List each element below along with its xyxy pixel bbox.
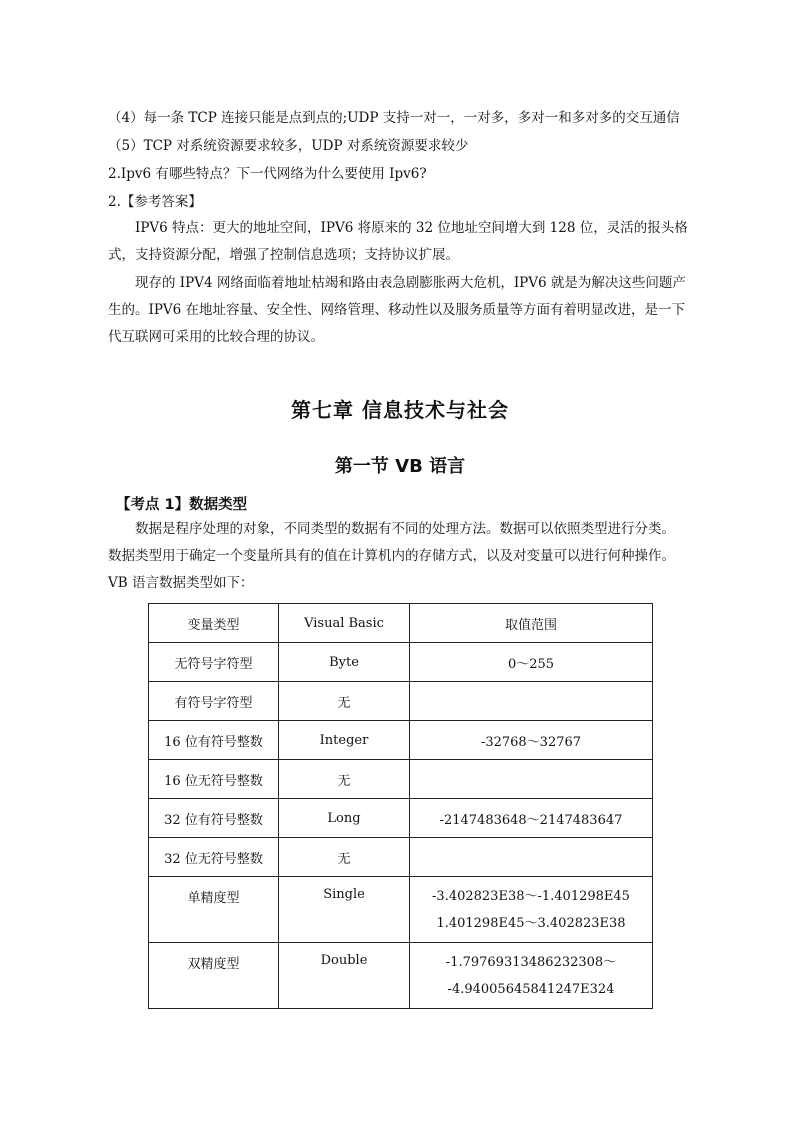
table-cell-vb: Long (279, 799, 410, 838)
table-cell-range: -32768～32767 (410, 721, 653, 760)
table-cell-vb: Byte (279, 643, 410, 682)
table-cell-vb: Integer (279, 721, 410, 760)
table-cell-type: 32 位无符号整数 (149, 838, 279, 877)
table-row (149, 838, 653, 877)
table-cell-range: -2147483648～2147483647 (410, 799, 653, 838)
table-cell-range (410, 682, 653, 721)
table-cell-range: 0～255 (410, 643, 653, 682)
list-item-5: （5）TCP 对系统资源要求较多，UDP 对系统资源要求较少 (108, 138, 469, 154)
table-cell-vb: 无 (279, 682, 410, 721)
table-cell-vb: 无 (279, 760, 410, 799)
vb-data-type-table (148, 603, 653, 1009)
table-header-cell: Visual Basic (279, 604, 410, 643)
table-row (149, 943, 653, 1009)
table-cell-type: 双精度型 (149, 943, 279, 1009)
range-line: -4.94005645841247E324 (447, 981, 615, 997)
table-row (149, 760, 653, 799)
table-cell-type: 16 位有符号整数 (149, 721, 279, 760)
table-row (149, 682, 653, 721)
list-item-4: （4）每一条 TCP 连接只能是点到点的;UDP 支持一对一，一对多，多对一和多对多的交互通信 (108, 110, 680, 126)
table-cell-type: 单精度型 (149, 877, 279, 943)
range-line: -3.402823E38～-1.401298E45 (432, 888, 630, 904)
table-cell-type: 32 位有符号整数 (149, 799, 279, 838)
table-row (149, 721, 653, 760)
table-row (149, 799, 653, 838)
table-cell-type: 无符号字符型 (149, 643, 279, 682)
table-cell-type: 有符号字符型 (149, 682, 279, 721)
range-line: 1.401298E45～3.402823E38 (436, 915, 626, 931)
range-line: -1.79769313486232308～ (445, 954, 617, 970)
table-cell-vb: 无 (279, 838, 410, 877)
table-header-row (149, 604, 653, 643)
table-header-cell: 变量类型 (149, 604, 279, 643)
chapter-title: 第七章 信息技术与社会 (291, 398, 509, 422)
section-title: 第一节 VB 语言 (334, 456, 466, 477)
table-cell-range (410, 760, 653, 799)
table-cell-range (410, 877, 653, 943)
kaodian-body: 数据是程序处理的对象，不同类型的数据有不同的处理方法。数据可以依照类型进行分类。数据类型用于确定一个变量所具有的值在计算机内的存储方式，以及对变量可以进行何种操作。VB 语言数据类型如下： (108, 521, 675, 591)
answer-paragraph-2: 现存的 IPV4 网络面临着地址枯竭和路由表急剧膨胀两大危机，IPV6 就是为解决这些问题产生的。IPV6 在地址容量、安全性、网络管理、移动性以及服务质量等方面有着明显改进，是一下代互联网可采用的比较合理的协议。 (108, 275, 686, 345)
table-cell-vb: Double (279, 943, 410, 1009)
table-header-cell: 取值范围 (410, 604, 653, 643)
answer-paragraph-1: IPV6 特点：更大的地址空间，IPV6 将原来的 32 位地址空间增大到 128 位，灵活的报头格式，支持资源分配，增强了控制信息选项；支持协议扩展。 (108, 220, 688, 263)
table-cell-range (410, 838, 653, 877)
table-row (149, 877, 653, 943)
table-cell-type: 16 位无符号整数 (149, 760, 279, 799)
table-cell-vb: Single (279, 877, 410, 943)
kaodian-heading: 【考点 1】数据类型 (116, 497, 248, 513)
table-row (149, 643, 653, 682)
answer-label: 2.【参考答案】 (108, 194, 202, 210)
table-cell-range (410, 943, 653, 1009)
question-2: 2.Ipv6 有哪些特点？下一代网络为什么要使用 Ipv6? (108, 166, 427, 182)
